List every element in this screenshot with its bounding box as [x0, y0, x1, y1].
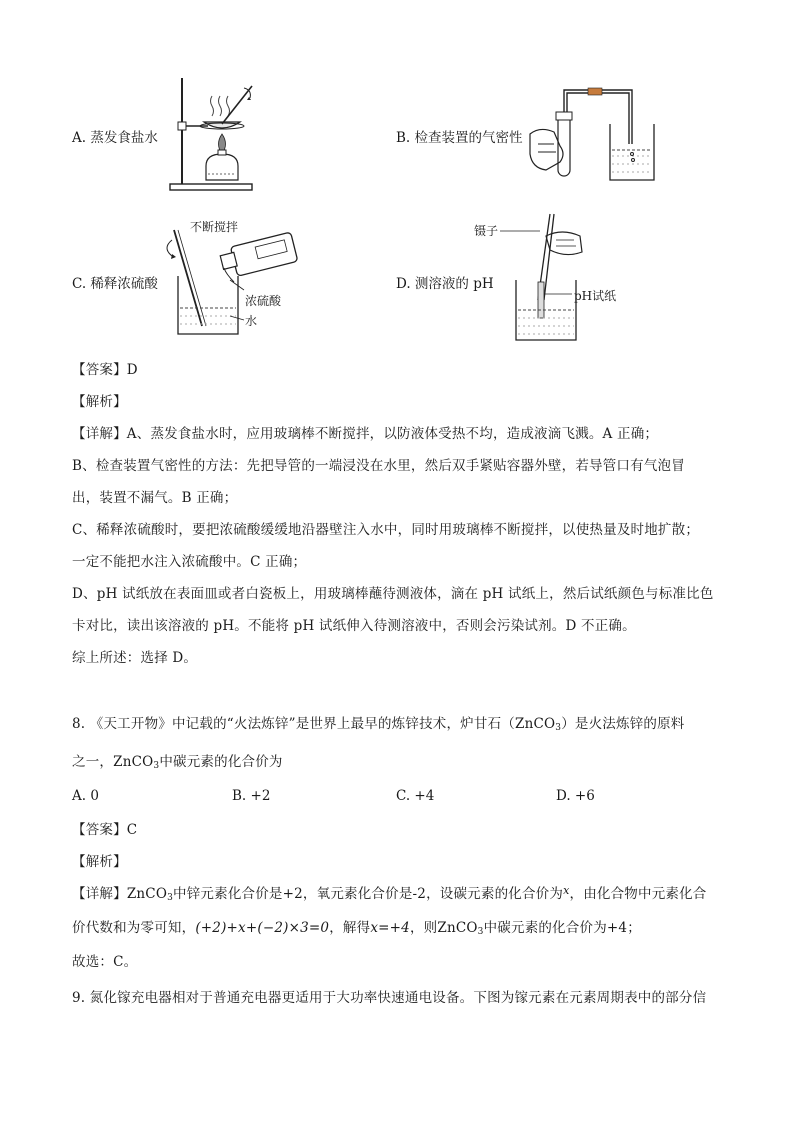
q7-detail-line: D、pH 试纸放在表面皿或者白瓷板上，用玻璃棒蘸待测液体，滴在 pH 试纸上，然后试纸颜色与标准比色 — [72, 586, 714, 602]
delivery-tube — [564, 90, 632, 144]
tweezers-pointer — [500, 228, 540, 234]
rubber-tube — [588, 88, 602, 95]
option-a-label: A. 蒸发食盐水 — [72, 130, 158, 146]
stand-base — [170, 184, 252, 190]
q8-analysis-title: 【解析】 — [72, 854, 127, 870]
equation: (+2)+x+(−2)×3=0 — [195, 920, 330, 936]
evaporation-apparatus-figure — [160, 76, 260, 194]
q7-detail-line: 【详解】A、蒸发食盐水时，应用玻璃棒不断搅拌，以防液体受热不均，造成液滴飞溅。A 正确； — [72, 426, 659, 442]
q7-detail-line: C、稀释浓硫酸时，要把浓硫酸缓缓地沿器壁注入水中，同时用玻璃棒不断搅拌，以使热量及时地扩散； — [72, 522, 700, 538]
ph-measure-figure — [510, 206, 590, 344]
q7-answer: 【答案】D — [72, 362, 138, 378]
q7-detail-line: 出，装置不漏气。B 正确； — [72, 490, 238, 506]
q8-stem-line2: 之一，ZnCO$_3$中碳元素的化合价为 — [72, 754, 283, 771]
formula-znco3: ZnCO$_3$ — [113, 754, 160, 771]
option-d-label: D. 测溶液的 pH — [396, 276, 494, 292]
formula-znco3: ZnCO$_3$ — [437, 920, 484, 937]
solution: x=+4 — [370, 920, 410, 936]
q8-option-c: C. +4 — [396, 788, 435, 804]
q8-detail-line1: 【详解】ZnCO$_3$中锌元素化合价是+2，氧元素化合价是-2，设碳元素的化合价为$^x$，由化合物中元素化合 — [72, 884, 707, 903]
formula-znco3: ZnCO$_3$ — [126, 886, 174, 903]
alcohol-lamp — [206, 154, 238, 180]
airtightness-check-figure — [520, 84, 670, 184]
acid-label: 浓硫酸 — [245, 294, 282, 308]
q8-detail-line2: 价代数和为零可知，(+2)+x+(−2)×3=0，解得x=+4，则ZnCO$_3$中碳元素的化合价为+4； — [72, 920, 641, 937]
option-b-label: B. 检查装置的气密性 — [396, 130, 523, 146]
stir-label: 不断搅拌 — [190, 220, 239, 234]
glass-rod — [222, 86, 252, 124]
option-c-label: C. 稀释浓硫酸 — [72, 276, 158, 292]
tweezers-label: 镊子 — [474, 224, 499, 238]
q8-option-a: A. 0 — [72, 788, 99, 804]
formula-znco3: ZnCO$_3$ — [514, 716, 562, 733]
ph-paper-label: pH试纸 — [574, 289, 617, 303]
q7-analysis-title: 【解析】 — [72, 394, 127, 410]
q8-answer: 【答案】C — [72, 822, 138, 838]
water-label: 水 — [245, 314, 258, 328]
q7-detail-line: B、检查装置气密性的方法：先把导管的一端浸没在水里，然后双手紧贴容器外壁，若导管口有气泡冒 — [72, 458, 685, 474]
q9-stem: 9. 氮化镓充电器相对于普通充电器更适用于大功率快速通电设备。下图为镓元素在元素周期表中的部分信 — [72, 990, 707, 1006]
q8-option-d: D. +6 — [556, 788, 595, 804]
q7-detail-line: 卡对比，读出该溶液的 pH。不能将 pH 试纸伸入待测溶液中，否则会污染试剂。D 不正确。 — [72, 618, 636, 634]
beaker — [178, 276, 238, 334]
q8-option-b: B. +2 — [232, 788, 271, 804]
q8-conclusion: 故选：C。 — [72, 954, 138, 970]
acid-bottle — [219, 232, 298, 279]
q7-detail-line: 综上所述：选择 D。 — [72, 650, 198, 666]
q7-detail-line: 一定不能把水注入浓硫酸中。C 正确； — [72, 554, 307, 570]
q8-stem-line1: 8. 《天工开物》中记载的“火法炼锌”是世界上最早的炼锌技术，炉甘石（ZnCO$_3$）是火法炼锌的原料 — [72, 716, 685, 733]
ph-paper — [538, 282, 544, 318]
